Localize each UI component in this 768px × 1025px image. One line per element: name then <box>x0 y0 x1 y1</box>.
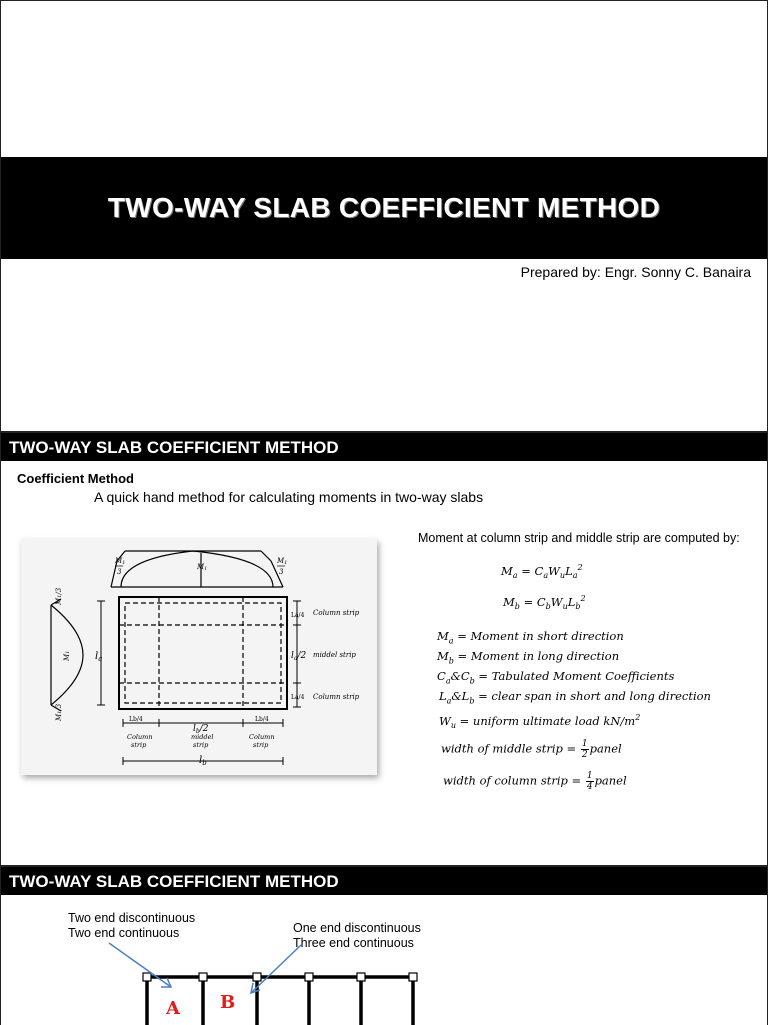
slide-title: TWO-WAY SLAB COEFFICIENT METHOD <box>107 192 661 223</box>
note-panel-a: Two end discontinuous Two end continuous <box>68 911 196 940</box>
equation-ma: $M_a = C_aW_uL_a^2$ <box>501 563 583 581</box>
lb4-right-label: Lb/4 <box>255 716 269 723</box>
la4-top-label: La/4 <box>291 612 305 619</box>
svg-text:M1: M1 <box>63 650 71 661</box>
column-strip-label-top: Column strip <box>313 609 360 617</box>
la-label: $l_a$ <box>95 651 103 663</box>
definition-wu: $W_u$ = uniform ultimate load $kN/m^2$ <box>439 713 641 731</box>
svg-text:M1: M1 <box>277 557 288 566</box>
la4-bottom-label: La/4 <box>291 694 305 701</box>
definition-column-strip: width of column strip = $\frac{1}{4}$ panel <box>443 771 627 792</box>
slide-header-text: TWO-WAY SLAB COEFFICIENT METHOD <box>9 438 339 457</box>
m1-side-labels <box>55 587 71 722</box>
title-band <box>1 157 767 259</box>
slide-header <box>1 433 767 461</box>
lb4-left-label: Lb/4 <box>129 716 143 723</box>
panel-types-slide <box>0 866 768 1025</box>
slide-header-text: TWO-WAY SLAB COEFFICIENT METHOD <box>9 872 339 891</box>
note-panel-b: One end discontinuous Three end continuous <box>293 921 421 950</box>
middel-label: middel <box>191 733 214 741</box>
svg-text:3: 3 <box>279 568 284 576</box>
frame-diagram <box>1 867 767 1025</box>
frame-beams <box>147 977 415 1025</box>
section-title: Coefficient Method <box>17 471 134 486</box>
lb-label: $l_b$ <box>199 755 207 767</box>
strip-label-left: strip <box>131 741 147 749</box>
panel-label-b: B <box>220 992 236 1013</box>
pointer-arrows <box>109 943 301 993</box>
middle-strip-label-right: middel strip <box>313 651 356 659</box>
definition-cacb: $C_a\&C_b$ = Tabulated Moment Coefficients <box>437 669 675 686</box>
strip-label-right: strip <box>253 741 269 749</box>
definition-mb: $M_b$ = Moment in long direction <box>437 649 620 666</box>
definition-lalb: $L_a\&L_b$ = clear span in short and long direction <box>439 689 711 706</box>
slab-plan <box>119 597 287 709</box>
definition-middle-strip: width of middle strip = $\frac{1}{2}$ panel <box>441 739 622 760</box>
title-slide <box>0 0 768 432</box>
svg-text:3: 3 <box>117 568 122 576</box>
column-label-right: Column <box>249 733 275 741</box>
equation-mb: $M_b = C_bW_uL_b^2$ <box>503 594 586 612</box>
column-strip-label-bottom: Column strip <box>313 693 360 701</box>
prepared-by: Prepared by: Engr. Sonny C. Banaira <box>520 264 751 280</box>
strip-label-middle: strip <box>193 741 209 749</box>
lb2-label: $l_b/2$ <box>193 724 209 735</box>
coefficient-method-slide <box>0 432 768 866</box>
svg-text:M1/3: M1/3 <box>55 703 63 721</box>
svg-text:M1: M1 <box>115 557 126 566</box>
slab-diagram-svg <box>21 539 377 775</box>
section-description: A quick hand method for calculating moments in two-way slabs <box>94 489 484 505</box>
column-label-left: Column <box>127 733 153 741</box>
svg-text:M1/3: M1/3 <box>55 587 63 605</box>
slab-diagram <box>21 539 377 775</box>
la2-label: $l_a/2$ <box>291 651 307 662</box>
svg-text:M1: M1 <box>197 563 208 572</box>
moment-intro: Moment at column strip and middle strip are computed by: <box>418 531 740 545</box>
definition-ma: $M_a$ = Moment in short direction <box>437 629 624 646</box>
panel-label-a: A <box>166 998 180 1019</box>
